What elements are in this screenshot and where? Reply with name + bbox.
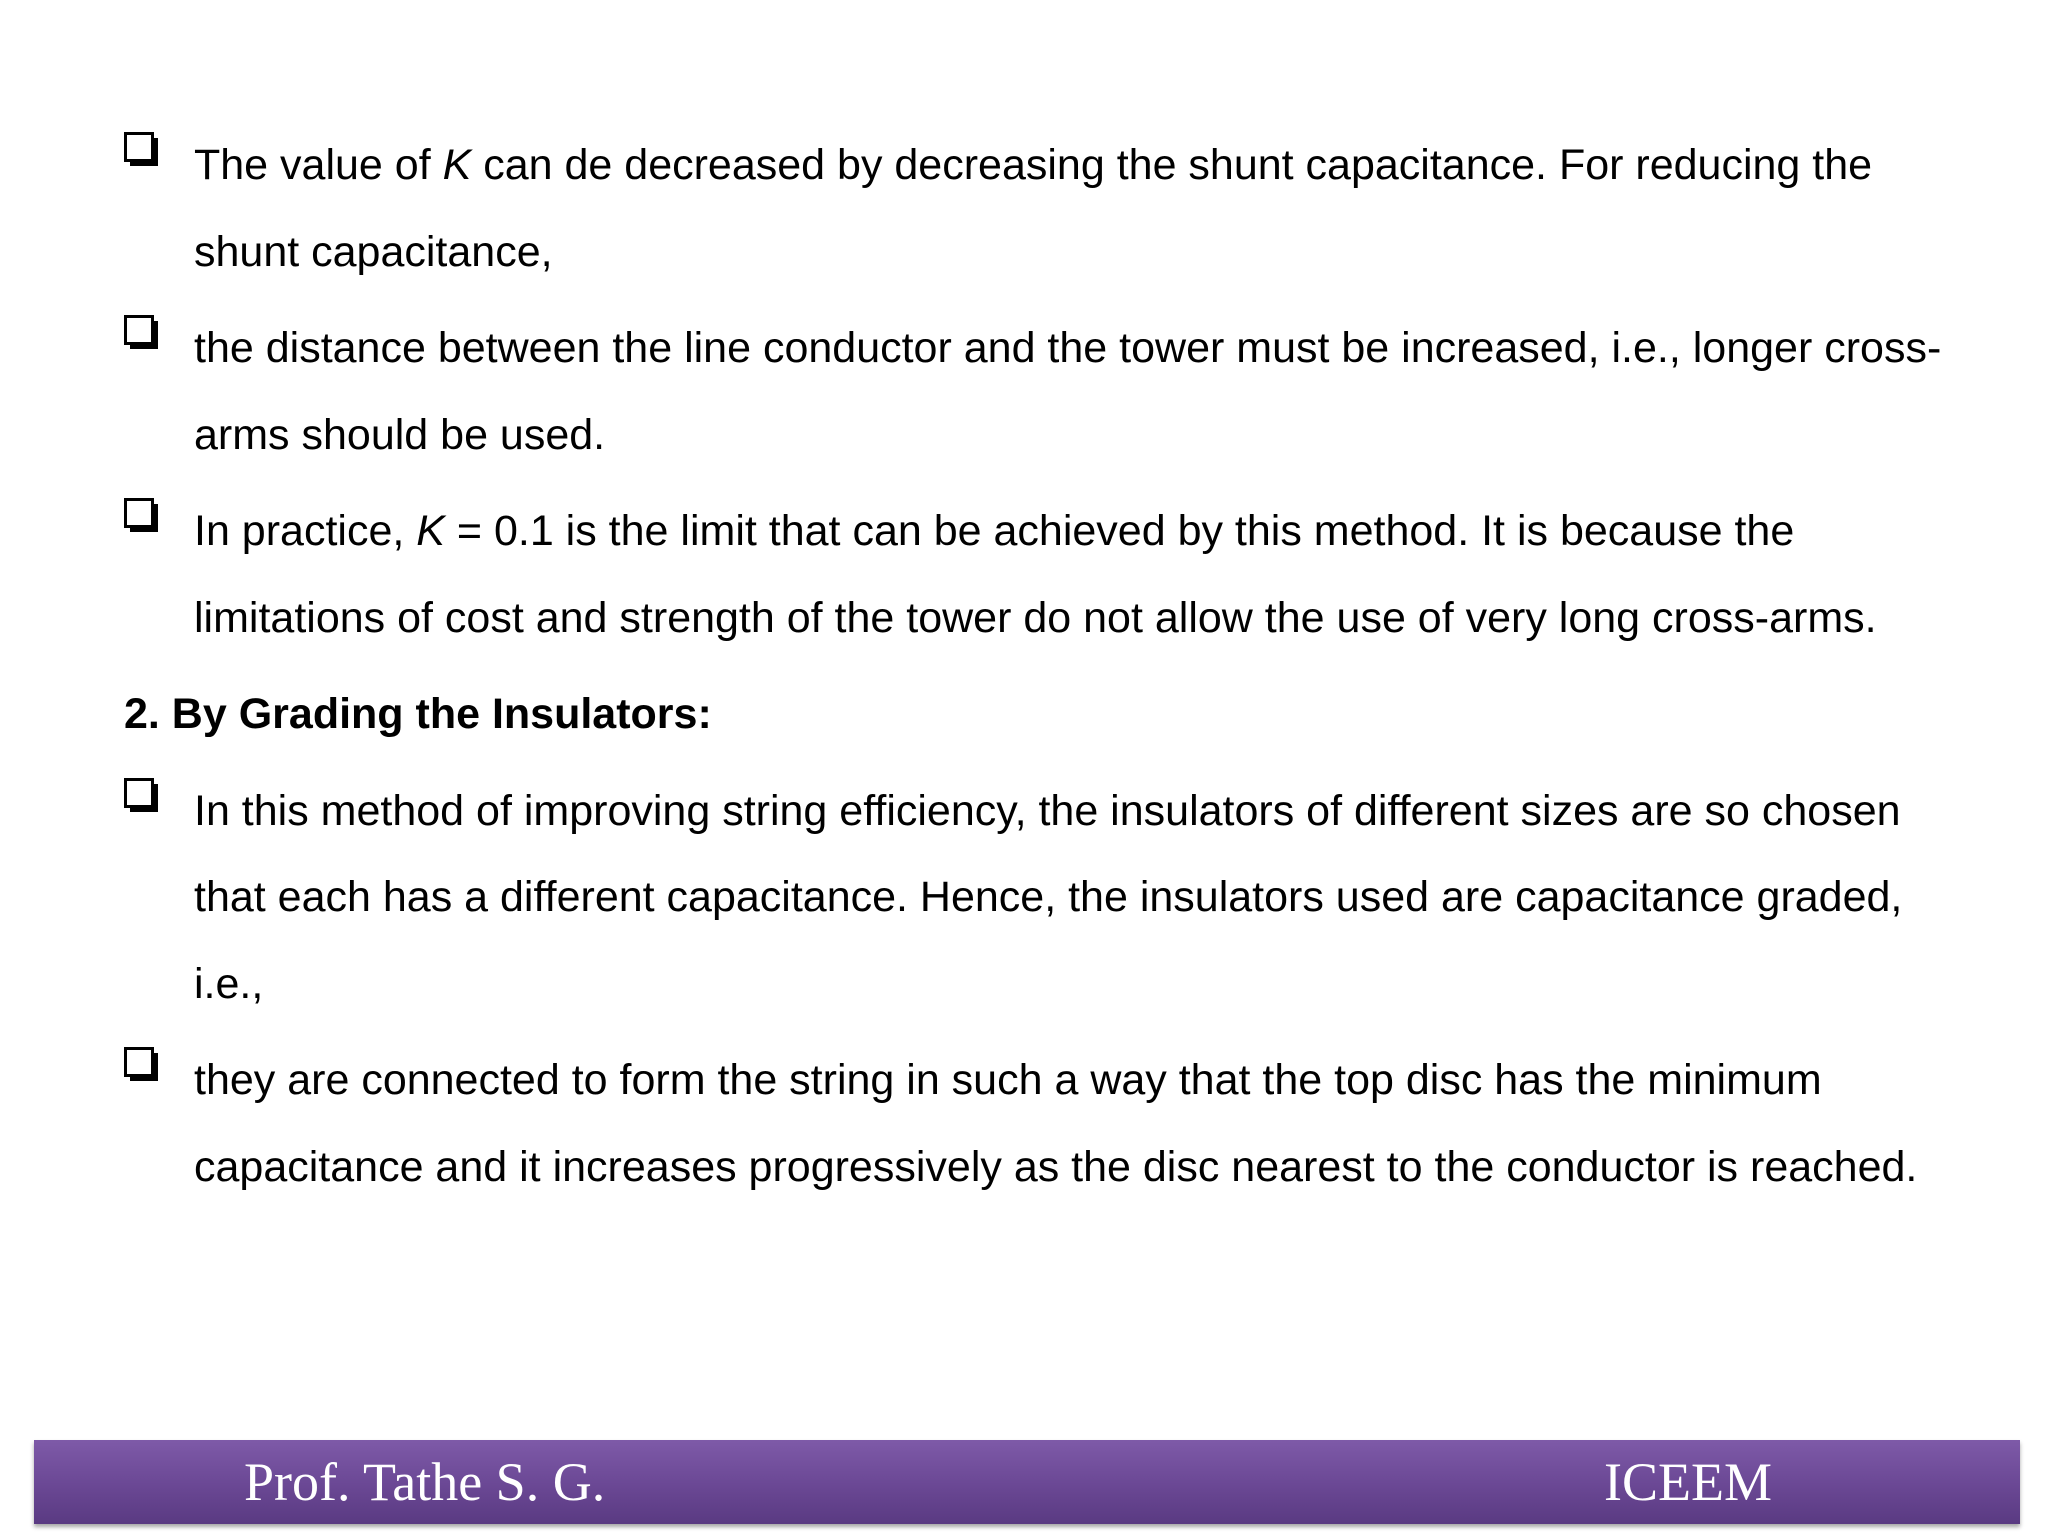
bullet-item (124, 768, 1944, 1028)
bullet-text: In practice, K = 0.1 is the limit that can be achieved by this method. It is because the limitations of cost and strength of the tower do not allow the use of very long cross-arms. (194, 507, 1877, 642)
footer-author: Prof. Tathe S. G. (244, 1452, 606, 1512)
square-bullet-icon (124, 315, 160, 351)
square-bullet-icon (124, 498, 160, 534)
bullet-text: The value of K can de decreased by decreasing the shunt capacitance. For reducing the shunt capacitance, (194, 141, 1873, 276)
bullet-item (124, 122, 1944, 295)
slide-body (124, 122, 1944, 1220)
square-bullet-icon (124, 132, 160, 168)
bullet-item (124, 305, 1944, 478)
section-heading: 2. By Grading the Insulators: (124, 690, 712, 738)
bullet-item (124, 1037, 1944, 1210)
square-bullet-icon (124, 778, 160, 814)
bullet-text: In this method of improving string efficiency, the insulators of different sizes are so chosen that each has a different capacitance. Hence, the insulators used are capacitance graded, i.e., (194, 786, 1903, 1008)
footer-bar (34, 1440, 2020, 1524)
square-bullet-icon (124, 1047, 160, 1083)
bullet-item (124, 488, 1944, 661)
bullet-text: the distance between the line conductor and the tower must be increased, i.e., longer cross-arms should be used. (194, 324, 1942, 459)
footer-organization: ICEEM (1604, 1452, 1772, 1512)
bullet-text: they are connected to form the string in such a way that the top disc has the minimum capacitance and it increases progressively as the disc nearest to the conductor is reached. (194, 1056, 1918, 1191)
